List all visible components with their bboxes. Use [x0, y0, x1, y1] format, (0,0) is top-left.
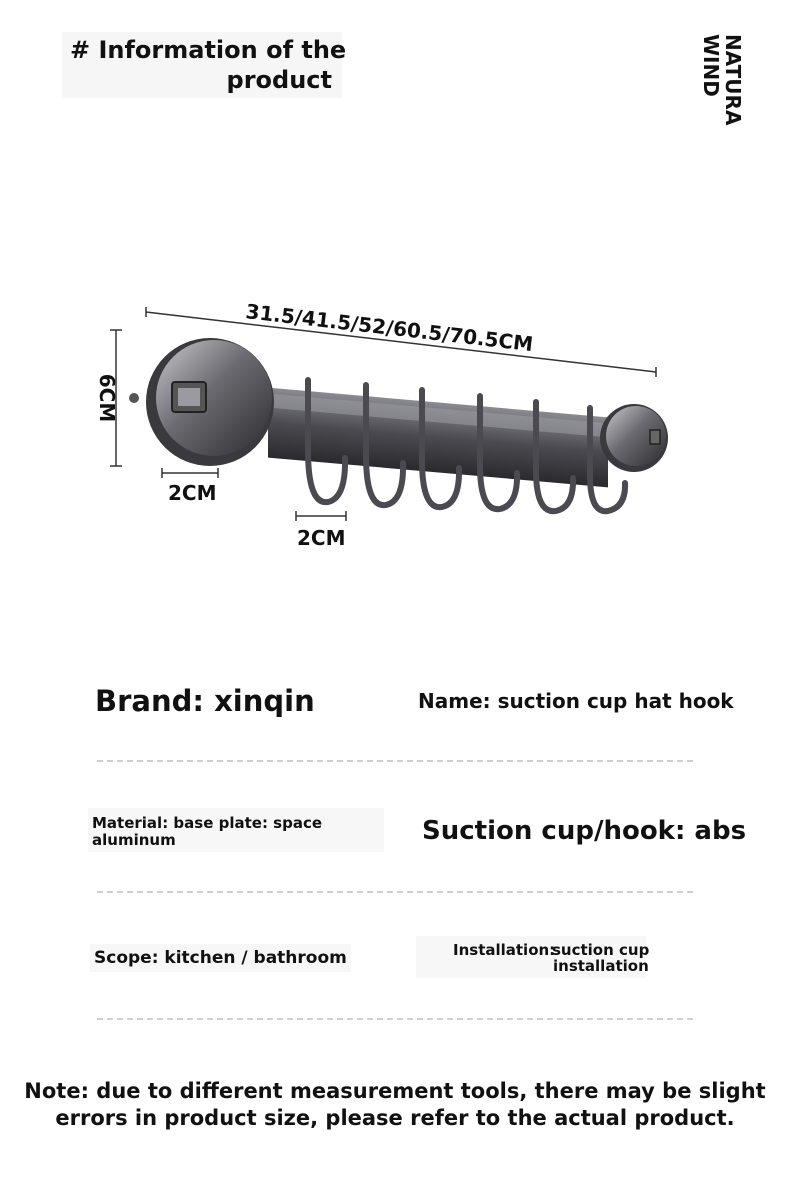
installation-value-line1: suction cup [552, 941, 650, 959]
divider [97, 760, 693, 762]
material-spec-line2: aluminum [92, 831, 176, 849]
hook-spacing-dimension-line [296, 511, 346, 521]
hook-spacing-label: 2CM [297, 526, 346, 550]
brand-spec: Brand: xinqin [95, 684, 315, 718]
scope-spec: Scope: kitchen / bathroom [90, 944, 351, 972]
length-dimension-label: 31.5/41.5/52/60.5/70.5CM [244, 299, 535, 357]
cup-width-label: 2CM [168, 481, 217, 505]
brand-logo-text: NATURA WIND [699, 34, 745, 126]
divider [97, 891, 693, 893]
product-illustration [90, 290, 690, 610]
installation-spec [416, 936, 650, 978]
page-title [62, 32, 347, 98]
name-spec: Name: suction cup hat hook [418, 689, 734, 713]
material-spec [88, 808, 384, 852]
size-note-line1: Note: due to different measurement tools, there may be slight [24, 1079, 766, 1103]
cup-width-dimension-line [162, 468, 218, 478]
installation-value-line2: installation [553, 957, 649, 975]
page-title-line1: # Information of the [70, 36, 347, 64]
suction-spec: Suction cup/hook: abs [422, 816, 747, 846]
page-title-line2: product [226, 66, 332, 94]
size-note-line2: errors in product size, please refer to the actual product. [55, 1106, 735, 1130]
height-dimension-label: 6CM [95, 373, 119, 423]
size-note [20, 1078, 770, 1132]
right-suction-cup [600, 404, 668, 472]
material-spec-line1: Material: base plate: space [92, 814, 323, 832]
left-suction-cup [129, 338, 274, 466]
brand-logo-vertical [690, 34, 744, 144]
installation-label: Installation: [453, 941, 556, 959]
divider [97, 1018, 693, 1020]
